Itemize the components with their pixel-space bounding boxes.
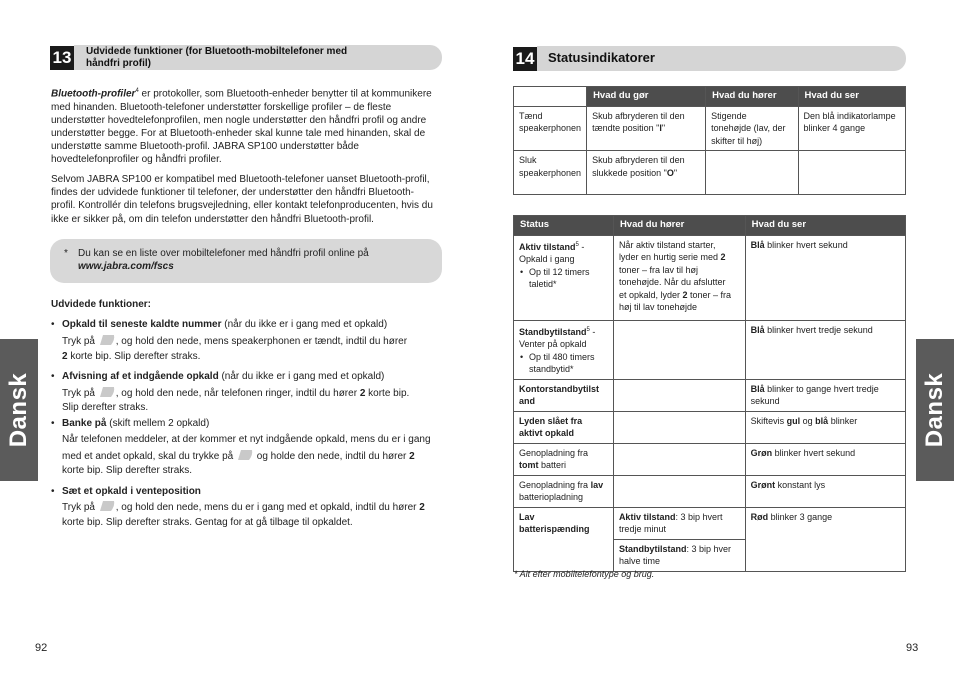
power-table: [513, 86, 906, 195]
text: toner – fra: [687, 289, 732, 300]
text: skifter til høj): [711, 135, 763, 146]
text: blinker hvert sekund: [772, 447, 856, 458]
compat-line: findes der udvidede funktioner til telefoner, der understøtter den håndfri Bluetooth-: [51, 187, 415, 199]
text: konstant lys: [775, 479, 826, 490]
page-number-left: 92: [35, 642, 48, 654]
text: tonehøjde (lav, der: [711, 123, 786, 133]
bold-count: 2: [359, 388, 366, 399]
text: tændte position ": [592, 123, 660, 133]
cell-status: [514, 379, 614, 411]
feature-reject: • Afvisning af et indgående opkald (når du ikke er i gang med et opkald): [51, 371, 385, 382]
cell-see: [745, 443, 905, 475]
call-button-icon: [98, 500, 116, 512]
intro-paragraph: [51, 85, 446, 167]
status-title: aktivt opkald: [519, 428, 575, 438]
table-row: [514, 106, 906, 151]
feature-hold-line1: [62, 500, 425, 514]
text: Skub afbryderen til den: [592, 155, 685, 165]
feature-title: Sæt et opkald i venteposition: [62, 486, 201, 497]
intro-line: med hinanden. Bluetooth-telefoner understøtter forskellige profiler – de fleste: [51, 101, 392, 113]
text: tonehøjde. Når du afslutter: [618, 277, 726, 287]
cell-status: [514, 320, 614, 379]
feature-redial: • Opkald til seneste kaldte nummer (når du ikke er i gang med et opkald): [51, 319, 388, 330]
intro-line: understøtte samme Bluetooth-profil. JABRA SP100 understøtter både: [51, 141, 359, 153]
text: Genopladning fra: [519, 479, 591, 490]
text: -: [578, 241, 585, 252]
section-13-badge: 13: [50, 46, 74, 70]
header-what-you-see: Hvad du ser: [745, 216, 905, 236]
bold-word: tomt: [519, 460, 539, 470]
color-word: Blå: [750, 239, 765, 250]
text: toner – fra lav til høj: [618, 264, 698, 275]
text: Tænd: [519, 110, 543, 121]
text: blinker hvert sekund: [764, 239, 848, 250]
text: taletid*: [529, 279, 557, 289]
text: blinker: [828, 415, 858, 426]
color-word: gul: [786, 415, 801, 426]
cell-hear: [613, 475, 745, 507]
feature-title: Opkald til seneste kaldte nummer: [62, 319, 222, 330]
on-symbol: I: [659, 123, 662, 133]
text: standbytid*: [529, 364, 574, 374]
status-title: Standbytilstand: [519, 326, 587, 337]
table-row: [514, 379, 906, 411]
side-tab-label: Dansk: [5, 372, 32, 448]
intro-line: understøtter begge. For at Bluetooth-enheder skal kunne tale med hinanden, skal de: [51, 127, 426, 139]
status-table-header: [514, 216, 906, 236]
table-row: [514, 507, 906, 539]
header-what-you-hear: Hvad du hører: [613, 216, 745, 236]
cell-hear: [613, 411, 745, 443]
text: Tryk på: [62, 388, 98, 399]
text: blinker hvert tredje sekund: [764, 324, 873, 335]
section-14-title: Statusindikatorer: [548, 50, 655, 65]
cell-status: [514, 411, 614, 443]
table-row: [514, 411, 906, 443]
list-item: • Op til 480 timers: [519, 351, 608, 364]
color-word: Blå: [750, 383, 765, 394]
text: , og hold den nede, når telefonen ringer, indtil du hører: [115, 388, 360, 399]
cell-see: [798, 106, 905, 151]
color-word: Grøn: [750, 447, 773, 458]
footnote-ref: 5: [586, 326, 590, 333]
off-symbol: O: [666, 167, 674, 178]
header-what-you-hear: Hvad du hører: [706, 87, 798, 107]
status-title: Kontorstandbytilst: [519, 383, 599, 394]
features-heading: Udvidede funktioner:: [51, 299, 152, 310]
text: , og hold den nede, mens du er i gang med et opkald, indtil du hører: [115, 502, 420, 513]
header-blank: [514, 87, 587, 107]
cell-hear: [613, 235, 745, 320]
note-star: *: [64, 248, 68, 259]
table-row: [514, 475, 906, 507]
section-13-title-line1: Udvidede funktioner (for Bluetooth-mobiltelefoner med: [86, 46, 348, 57]
jabra-link[interactable]: www.jabra.com/fscs: [78, 261, 174, 273]
text: og: [800, 415, 816, 426]
text: høj til lav tonehøjde: [618, 302, 697, 312]
page-number-right: 93: [906, 642, 919, 654]
bold-word: Standbytilstand: [618, 543, 687, 554]
text: ": [661, 123, 666, 133]
feature-redial-line2: [62, 350, 200, 363]
text: et opkald, lyder: [618, 289, 683, 300]
bold-count: 2: [720, 252, 726, 262]
status-title: Lyden slået fra: [519, 415, 583, 426]
note-line: Du kan se en liste over mobiltelefoner med håndfri profil online på: [78, 248, 369, 259]
feature-condition: (når du ikke er i gang med et opkald): [221, 319, 388, 330]
cell-hear: [613, 507, 745, 539]
table-row: [514, 151, 906, 195]
cell-action: [514, 106, 587, 151]
cell-hear: [613, 443, 745, 475]
cell-hear: [706, 151, 798, 195]
cell-see: [745, 411, 905, 443]
text: Skub afbryderen til den: [592, 110, 685, 121]
side-tab-right: [916, 339, 954, 481]
section-14-badge: 14: [513, 47, 537, 71]
text: med et andet opkald, skal du trykke på: [62, 451, 236, 462]
note-text: [78, 247, 369, 273]
cell-action: [514, 151, 587, 195]
text: halve time: [618, 556, 660, 566]
power-table-header: [514, 87, 906, 107]
cell-hear: [613, 320, 745, 379]
feature-condition: (skift mellem 2 opkald): [106, 418, 210, 429]
section-13-title-line2: håndfri profil): [86, 57, 151, 69]
cell-status: [514, 235, 614, 320]
status-title: and: [519, 396, 536, 406]
table-row: [514, 320, 906, 379]
text: , og hold den nede, mens speakerphonen er tændt, indtil du hører: [115, 336, 408, 347]
intro-line-1: er protokoller, som Bluetooth-enheder benytter til at kommunikere: [138, 88, 432, 100]
footnote: * Alt efter mobiltelefontype og brug.: [514, 569, 655, 579]
text: Tryk på: [62, 336, 98, 347]
feature-title: Afvisning af et indgående opkald: [62, 371, 219, 382]
footnote-ref: 5: [575, 241, 579, 248]
feature-call-waiting: • Banke på (skift mellem 2 opkald): [51, 418, 210, 429]
status-title: Aktiv tilstand: [519, 241, 576, 252]
side-tab-left: [0, 339, 38, 481]
feature-redial-line1: [62, 334, 407, 348]
cell-do: [587, 106, 706, 151]
header-what-you-see: Hvad du ser: [798, 87, 905, 107]
text: batteriopladning: [519, 492, 584, 502]
feature-hold-line2: korte bip. Slip derefter straks. Gentag for at gå tilbage til opkaldet.: [62, 517, 353, 528]
list-item: • Op til 12 timers: [519, 266, 608, 279]
call-button-icon: [98, 334, 116, 346]
header-status: Status: [514, 216, 614, 236]
text: Når aktiv tilstand starter,: [618, 239, 716, 250]
color-word: Blå: [750, 324, 765, 335]
text: : 3 bip hver: [686, 543, 731, 554]
feature-reject-line2: Slip derefter straks.: [62, 402, 149, 413]
text: Tryk på: [62, 502, 98, 513]
text: Genopladning fra: [519, 447, 589, 458]
cell-status: [514, 475, 614, 507]
text: tredje minut: [618, 524, 666, 534]
call-button-icon: [98, 386, 116, 398]
text: sekund: [750, 396, 780, 406]
status-title: Lav: [519, 511, 535, 522]
feature-condition: (når du ikke er i gang med et opkald): [218, 371, 385, 382]
feature-title: Banke på: [62, 418, 107, 429]
bold-count: 2: [682, 289, 688, 300]
intro-footnote-ref: 4: [135, 88, 139, 94]
cell-hear: [613, 539, 745, 571]
feature-call-waiting-line2: [62, 449, 415, 463]
text: speakerphonen: [519, 167, 582, 178]
feature-reject-line1: [62, 386, 409, 400]
color-word: Grønt: [750, 479, 776, 490]
call-button-icon: [236, 449, 254, 461]
section-13-title: [86, 46, 347, 69]
text: blinker 3 gange: [768, 511, 833, 522]
text: : 3 bip hvert: [675, 511, 723, 522]
feature-call-waiting-line1: Når telefonen meddeler, at der kommer et nyt indgående opkald, mens du er i gang: [62, 434, 431, 445]
cell-hear: [706, 106, 798, 151]
intro-term: Bluetooth-profiler: [51, 88, 136, 100]
compat-line: ikke er sikker på, om din telefon understøtter den håndfri Bluetooth-profil.: [51, 213, 374, 225]
side-tab-label: Dansk: [921, 372, 948, 448]
text: blinker 4 gange: [803, 123, 866, 133]
cell-see: [745, 379, 905, 411]
text: Skiftevis: [750, 415, 787, 426]
cell-do: [587, 151, 706, 195]
table-row: [514, 443, 906, 475]
text: Stigende: [711, 110, 747, 121]
bold-count: 2: [62, 351, 68, 362]
text: -: [589, 326, 596, 337]
text: og holde den nede, indtil du hører: [254, 451, 410, 462]
cell-hear: [613, 379, 745, 411]
compat-line: Selvom JABRA SP100 er kompatibel med Bluetooth-telefoner uanset Bluetooth-profil,: [51, 174, 430, 185]
cell-see: [798, 151, 905, 195]
cell-status: [514, 443, 614, 475]
status-title: batterispænding: [519, 524, 590, 534]
intro-line: hovedtelefonprofiler og håndfri profiler.: [51, 154, 222, 166]
intro-line: understøtter hovedtelefonprofilen, men nogle understøtter den håndfri profil og andre: [51, 114, 427, 126]
text: lyder en hurtig serie med: [618, 252, 721, 262]
color-word: blå: [815, 415, 829, 426]
text: ": [673, 167, 678, 178]
feature-call-waiting-line3: korte bip. Slip derefter straks.: [62, 465, 193, 476]
header-what-you-do: Hvad du gør: [587, 87, 706, 107]
bold-count: 2: [409, 451, 415, 462]
text: korte bip. Slip derefter straks.: [67, 351, 201, 362]
cell-see: [745, 507, 905, 571]
feature-hold: • Sæt et opkald i venteposition: [51, 486, 201, 497]
text: Opkald i gang: [519, 254, 575, 264]
text: batteri: [538, 460, 567, 470]
cell-see: [745, 475, 905, 507]
color-word: Rød: [750, 511, 769, 522]
text: speakerphonen: [519, 123, 582, 133]
cell-see: [745, 320, 905, 379]
bold-word: Aktiv tilstand: [618, 511, 676, 522]
table-row: [514, 235, 906, 320]
text: slukkede position ": [592, 167, 667, 178]
text: korte bip.: [365, 388, 410, 399]
compat-line: profil. Kontrollér din telefons brugsvejledning, eller kontakt telefonproducenten, hvis du: [51, 200, 433, 212]
text: blinker to gange hvert tredje: [764, 383, 879, 394]
cell-see: [745, 235, 905, 320]
text: Den blå indikatorlampe: [803, 110, 896, 121]
text: Venter på opkald: [519, 339, 587, 349]
bold-count: 2: [419, 502, 425, 513]
status-table: [513, 215, 906, 572]
cell-status: [514, 507, 614, 571]
text: Sluk: [519, 155, 537, 165]
compat-paragraph: [51, 173, 446, 226]
bold-word: lav: [590, 479, 604, 490]
